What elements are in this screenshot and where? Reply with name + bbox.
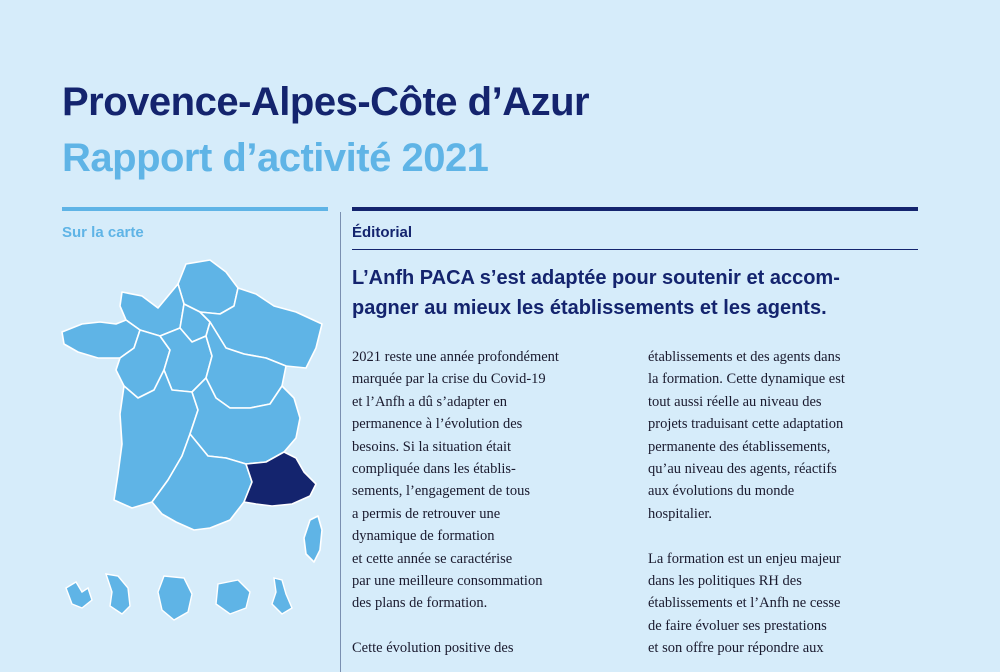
map-region-mayotte (272, 578, 292, 614)
body-line: et son offre pour répondre aux (648, 640, 824, 657)
body-line: établissements et l’Anfh ne cesse (648, 595, 841, 612)
body-line: compliquée dans les établis- (352, 461, 516, 478)
editorial-label: Éditorial (352, 224, 413, 241)
body-line: par une meilleure consommation (352, 573, 543, 590)
map-region-corse (304, 516, 322, 562)
body-line: sements, l’engagement de tous (352, 483, 530, 500)
body-line: qu’au niveau des agents, réactifs (648, 461, 837, 478)
sidebar-top-rule (62, 207, 328, 211)
body-line: La formation est un enjeu majeur (648, 550, 841, 567)
editorial-body-column-2 (648, 346, 938, 660)
map-region-guadeloupe (66, 582, 92, 608)
body-line: de faire évoluer ses prestations (648, 617, 827, 634)
editorial-body-column-1 (352, 346, 642, 660)
body-line: a permis de retrouver une (352, 505, 501, 522)
body-line: Cette évolution positive des (352, 640, 514, 657)
body-line: aux évolutions du monde (648, 483, 795, 500)
body-line: 2021 reste une année profondément (352, 349, 559, 365)
map-region-martinique (106, 574, 130, 614)
paragraph-gap (352, 615, 642, 637)
body-line: hospitalier. (648, 505, 713, 522)
body-line: des plans de formation. (352, 595, 488, 612)
body-line: dans les politiques RH des (648, 573, 802, 590)
body-line: établissements et des agents dans (648, 349, 841, 365)
body-line: permanente des établissements, (648, 438, 831, 455)
sidebar-label: Sur la carte (62, 224, 144, 241)
body-line: besoins. Si la situation était (352, 438, 512, 455)
body-line: dynamique de formation (352, 528, 495, 545)
map-region-guyane (158, 576, 192, 620)
france-regions-map (60, 258, 335, 643)
page-title: Provence-Alpes-Côte d’Azur (62, 80, 590, 124)
body-line: projets traduisant cette adaptation (648, 416, 844, 433)
page-subtitle: Rapport d’activité 2021 (62, 136, 489, 180)
paragraph-gap (648, 525, 938, 547)
lead-line: L’Anfh PACA s’est adaptée pour soutenir et accom- (352, 267, 840, 289)
editorial-label-rule (352, 249, 918, 250)
body-line: la formation. Cette dynamique est (648, 371, 845, 388)
body-line: et l’Anfh a dû s’adapter en (352, 393, 508, 410)
body-line: marquée par la crise du Covid-19 (352, 371, 546, 388)
body-line: et cette année se caractérise (352, 550, 513, 567)
column-divider (340, 212, 341, 672)
editorial-lead (352, 263, 922, 323)
map-region-reunion (216, 580, 250, 614)
body-line: permanence à l’évolution des (352, 416, 523, 433)
lead-line: pagner au mieux les établissements et les agents. (352, 297, 827, 319)
editorial-top-rule (352, 207, 918, 211)
body-line: tout aussi réelle au niveau des (648, 393, 822, 410)
